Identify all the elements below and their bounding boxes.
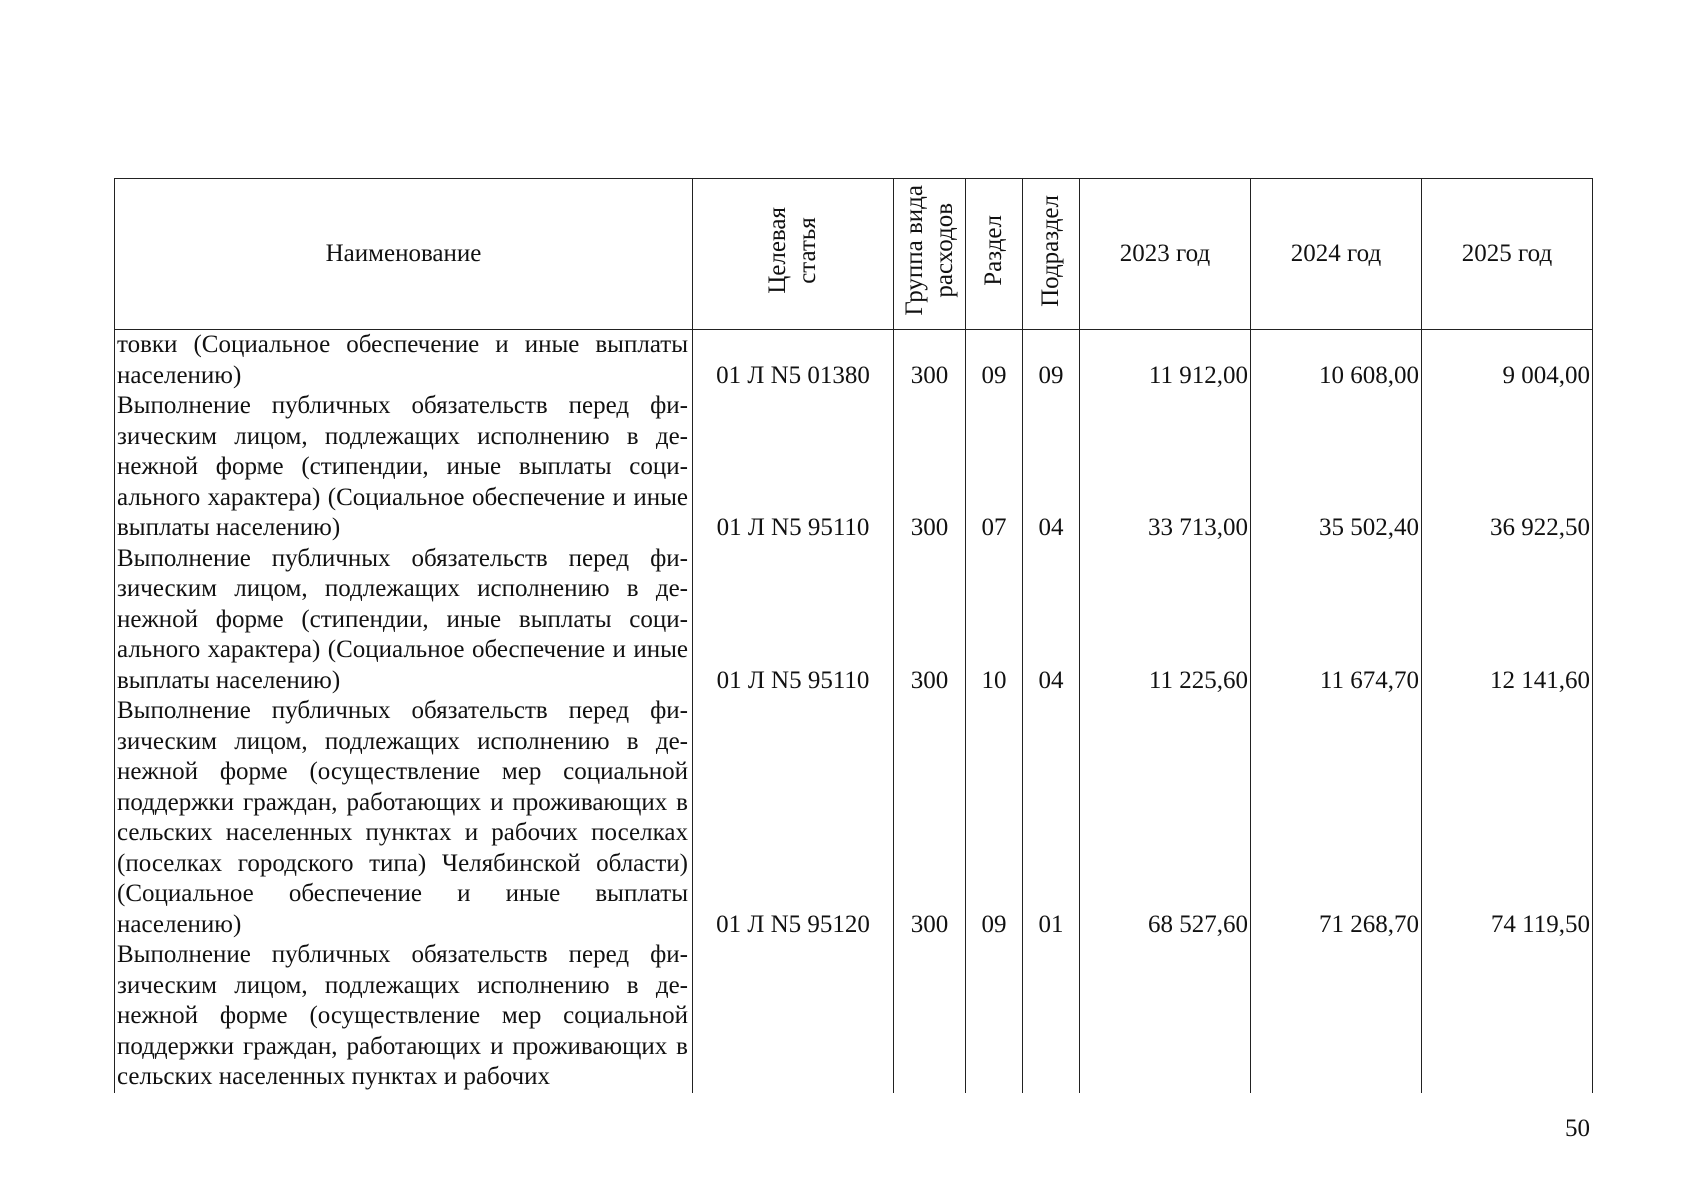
row-2024: 35 502,40	[1251, 391, 1422, 544]
row-name: Выполнение публичных обязательств перед физическим лицом, подлежащих исполнению в денежной форме (осуществление мер социальной поддержки граждан, работающих и проживающих в сельских населенных пунктах и рабочих поселках (поселках городского типа) Челябинской области) (Социальное обеспечение и иные выплаты населению)	[115, 696, 693, 940]
table-row	[115, 544, 1593, 697]
table-row	[115, 330, 1593, 392]
row-section: 09	[966, 330, 1023, 392]
row-2025: 36 922,50	[1422, 391, 1593, 544]
row-2023: 33 713,00	[1080, 391, 1251, 544]
row-2025: 74 119,50	[1422, 696, 1593, 940]
row-section	[966, 940, 1023, 1093]
table-row	[115, 391, 1593, 544]
row-name: Выполнение публичных обязательств перед физическим лицом, подлежащих исполнению в денежной форме (стипендии, иные выплаты социального характера) (Социальное обеспечение и иные выплаты населению)	[115, 391, 693, 544]
row-target: 01 Л N5 95120	[693, 696, 894, 940]
row-group	[894, 940, 966, 1093]
row-section: 10	[966, 544, 1023, 697]
page-number: 50	[1565, 1115, 1590, 1142]
row-subsection: 09	[1023, 330, 1080, 392]
header-2025: 2025 год	[1422, 179, 1593, 330]
row-name: товки (Социальное обеспечение и иные выплаты населению)	[115, 330, 693, 392]
header-section: Раздел	[966, 179, 1023, 330]
row-2023	[1080, 940, 1251, 1093]
row-2024	[1251, 940, 1422, 1093]
row-group: 300	[894, 391, 966, 544]
row-2025: 12 141,60	[1422, 544, 1593, 697]
table-row	[115, 696, 1593, 940]
header-subsection: Подраздел	[1023, 179, 1080, 330]
header-target: Целевая статья	[693, 179, 894, 330]
table-row	[115, 940, 1593, 1093]
header-name: Наименование	[115, 179, 693, 330]
row-2025: 9 004,00	[1422, 330, 1593, 392]
row-2025	[1422, 940, 1593, 1093]
row-group: 300	[894, 696, 966, 940]
header-2023: 2023 год	[1080, 179, 1251, 330]
row-subsection: 04	[1023, 391, 1080, 544]
row-subsection: 04	[1023, 544, 1080, 697]
row-target: 01 Л N5 01380	[693, 330, 894, 392]
row-group: 300	[894, 544, 966, 697]
row-name: Выполнение публичных обязательств перед физическим лицом, подлежащих исполнению в денежной форме (стипендии, иные выплаты социального характера) (Социальное обеспечение и иные выплаты населению)	[115, 544, 693, 697]
row-target	[693, 940, 894, 1093]
row-2023: 11 912,00	[1080, 330, 1251, 392]
row-group: 300	[894, 330, 966, 392]
budget-table	[114, 178, 1593, 1093]
row-2024: 11 674,70	[1251, 544, 1422, 697]
row-section: 07	[966, 391, 1023, 544]
row-target: 01 Л N5 95110	[693, 544, 894, 697]
table-header-row	[115, 179, 1593, 330]
row-name: Выполнение публичных обязательств перед физическим лицом, подлежащих исполнению в денежной форме (осуществление мер социальной поддержки граждан, работающих и проживающих в сельских населенных пунктах и рабочих	[115, 940, 693, 1093]
row-2024: 71 268,70	[1251, 696, 1422, 940]
row-section: 09	[966, 696, 1023, 940]
header-2024: 2024 год	[1251, 179, 1422, 330]
row-2024: 10 608,00	[1251, 330, 1422, 392]
header-group: Группа вида расходов	[894, 179, 966, 330]
row-target: 01 Л N5 95110	[693, 391, 894, 544]
row-subsection	[1023, 940, 1080, 1093]
row-2023: 11 225,60	[1080, 544, 1251, 697]
row-subsection: 01	[1023, 696, 1080, 940]
row-2023: 68 527,60	[1080, 696, 1251, 940]
